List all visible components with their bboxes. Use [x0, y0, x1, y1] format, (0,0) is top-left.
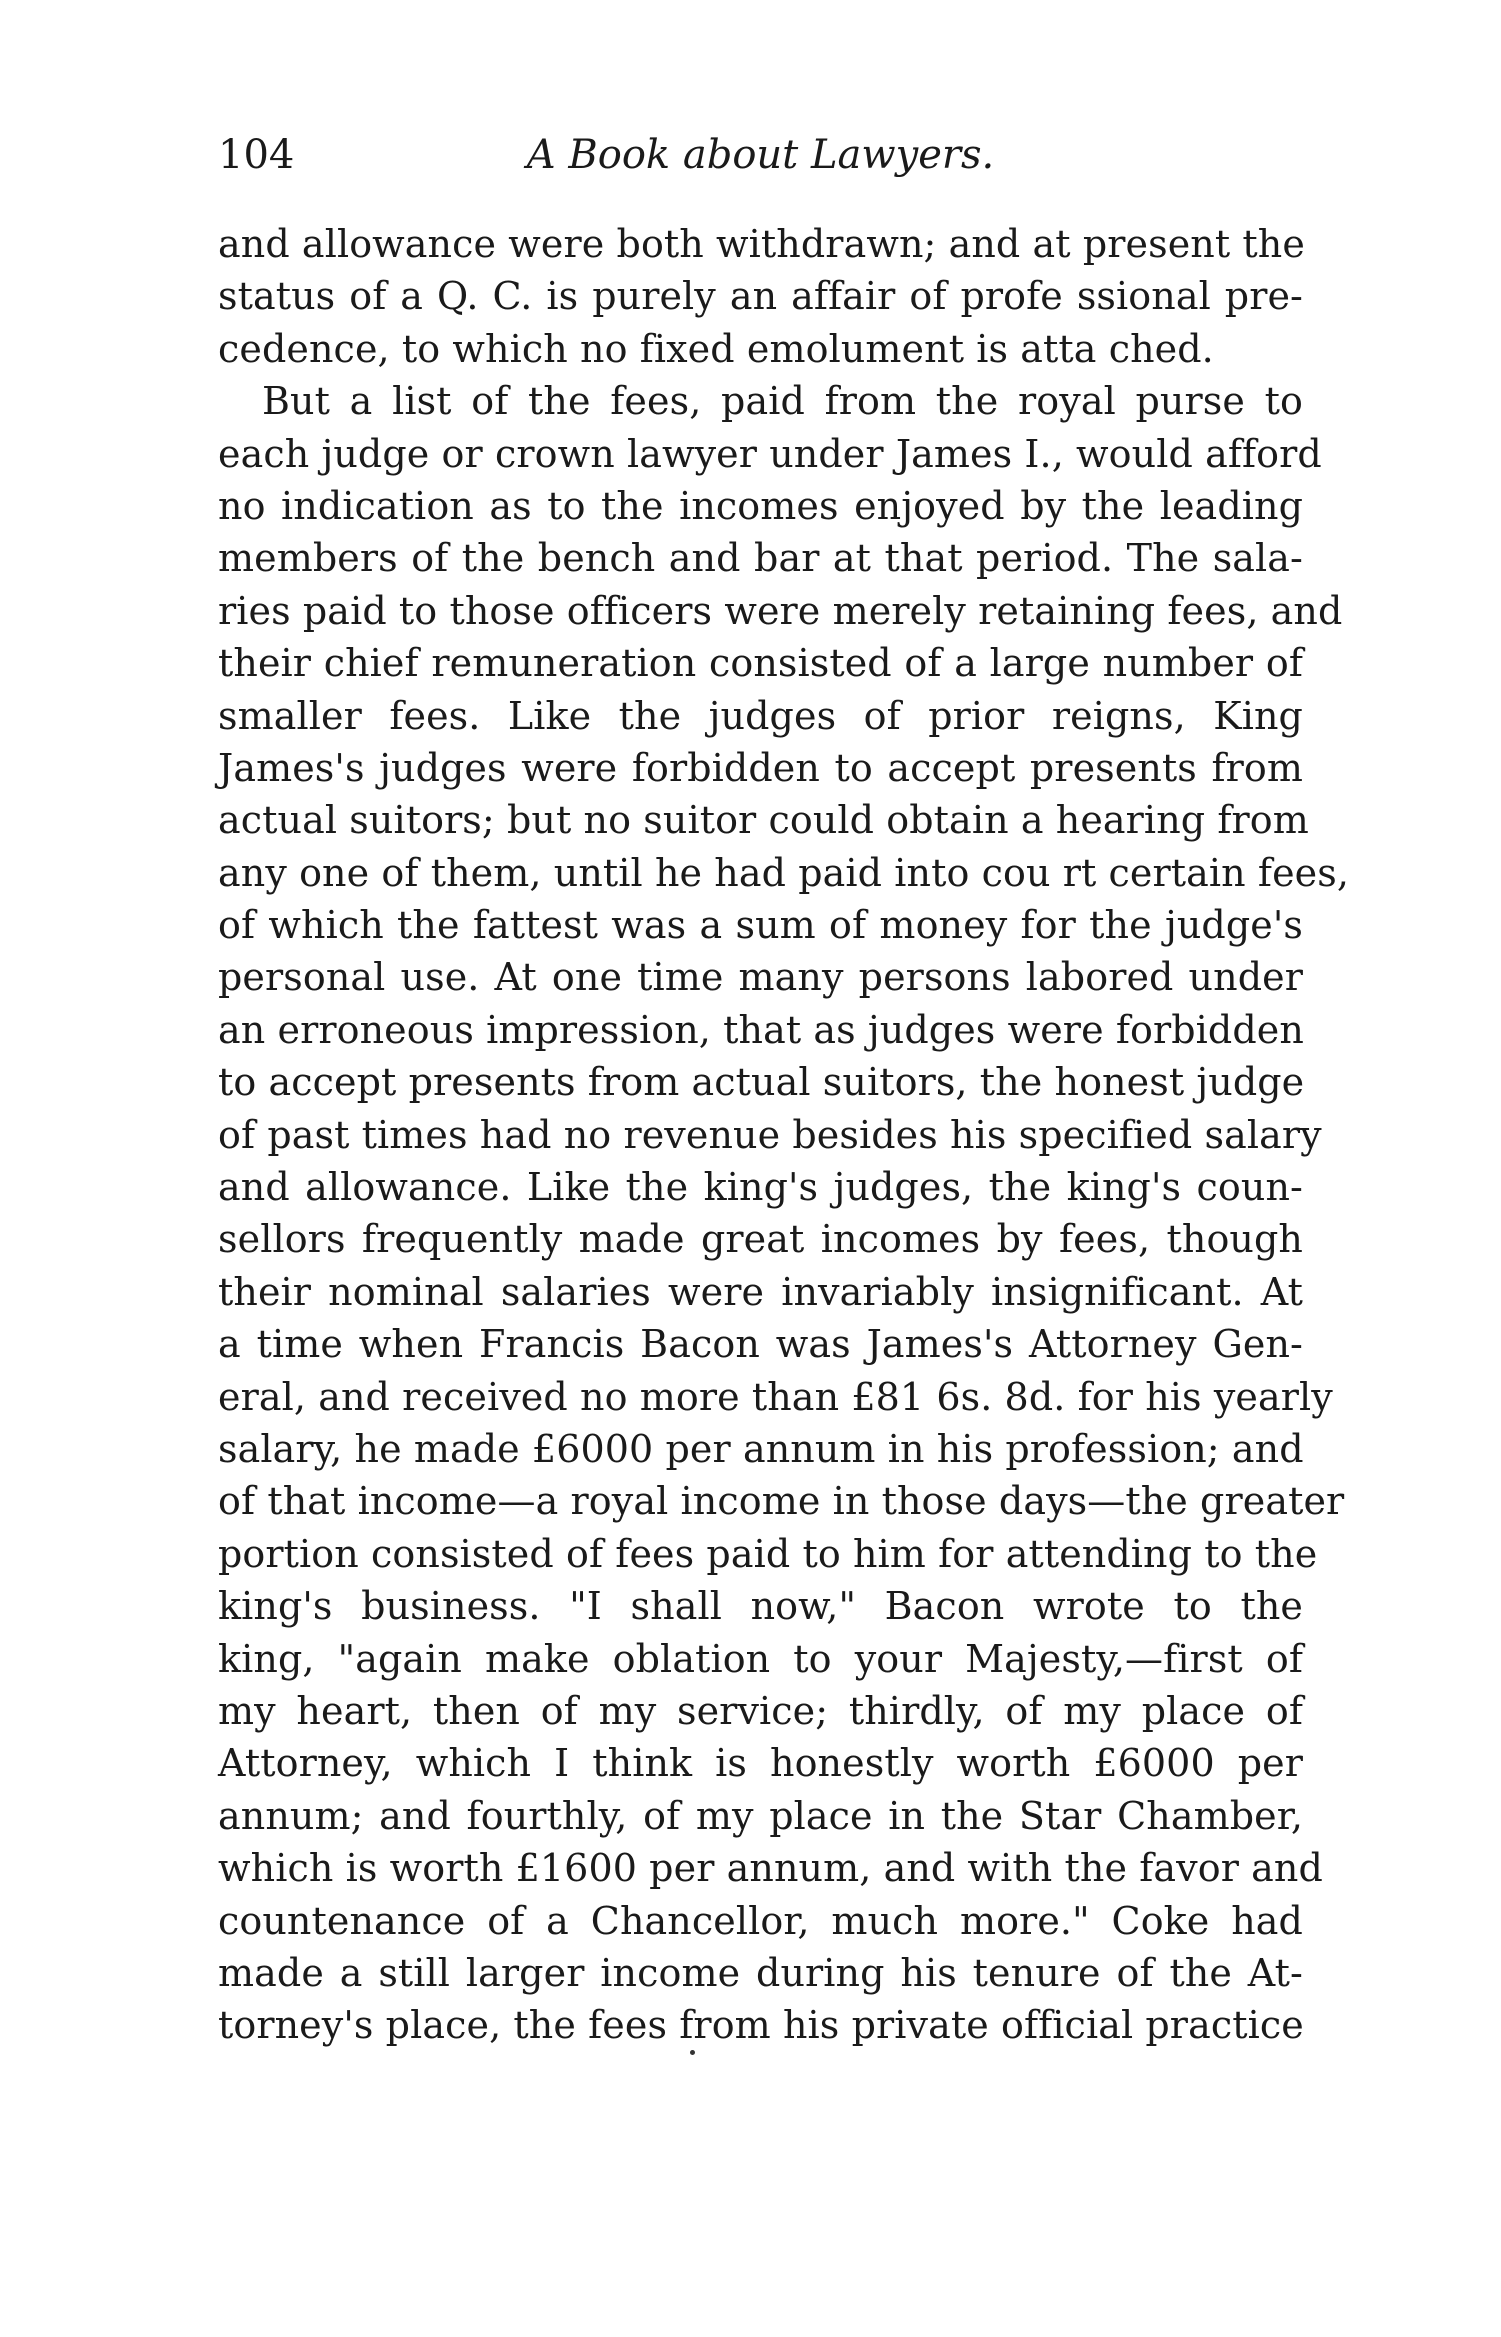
text-line: and allowance. Like the king's judges, the king's coun- — [218, 1165, 1303, 1210]
page-number: 104 — [218, 132, 295, 178]
ink-speck — [690, 2050, 695, 2055]
paragraph-1 — [218, 218, 1303, 375]
paragraph-2 — [218, 375, 1350, 2052]
text-line: a time when Francis Bacon was James's Attorney Gen- — [218, 1322, 1303, 1367]
text-line: of which the fattest was a sum of money for the judge's — [218, 903, 1303, 948]
text-line: to accept presents from actual suitors, the honest judge — [218, 1060, 1305, 1105]
text-line: personal use. At one time many persons labored under — [218, 955, 1303, 1000]
text-line: king's business. "I shall now," Bacon wrote to the — [218, 1584, 1303, 1629]
text-line: torney's place, the fees from his private official practice — [218, 2003, 1304, 2048]
text-line: But a list of the fees, paid from the royal purse to — [262, 379, 1303, 424]
text-line: James's judges were forbidden to accept presents from — [218, 745, 1303, 790]
text-line: king, "again make oblation to your Majesty,—first of — [218, 1636, 1303, 1681]
text-line: status of a Q. C. is purely an affair of profe ssional pre- — [218, 274, 1303, 319]
text-line: cedence, to which no fixed emolument is atta ched. — [218, 326, 1214, 371]
body-text — [218, 218, 1350, 2052]
text-line: countenance of a Chancellor, much more." Coke had — [218, 1898, 1303, 1943]
text-line: no indication as to the incomes enjoyed by the leading — [218, 483, 1303, 528]
text-line: members of the bench and bar at that period. The sala- — [218, 536, 1303, 581]
text-line: an erroneous impression, that as judges were forbidden — [218, 1007, 1304, 1052]
text-line: annum; and fourthly, of my place in the Star Chamber, — [218, 1793, 1303, 1838]
text-line: portion consisted of fees paid to him for attending to the — [218, 1531, 1318, 1576]
text-line: of that income—a royal income in those days—the greater — [218, 1479, 1345, 1524]
text-line: their nominal salaries were invariably insignificant. At — [218, 1269, 1303, 1314]
text-line: any one of them, until he had paid into cou rt certain fees, — [218, 850, 1350, 895]
text-line: actual suitors; but no suitor could obtain a hearing from — [218, 798, 1309, 843]
text-line: salary, he made £6000 per annum in his profession; and — [218, 1426, 1304, 1471]
text-line: each judge or crown lawyer under James I., would afford — [218, 431, 1322, 476]
running-title: A Book about Lawyers. — [526, 132, 995, 178]
text-line: smaller fees. Like the judges of prior reigns, King — [218, 693, 1303, 738]
text-line: ries paid to those officers were merely retaining fees, and — [218, 588, 1343, 633]
text-line: eral, and received no more than £81 6s. 8d. for his yearly — [218, 1374, 1333, 1419]
text-line: and allowance were both withdrawn; and at present the — [218, 222, 1305, 266]
text-line: their chief remuneration consisted of a large number of — [218, 641, 1303, 686]
text-line: my heart, then of my service; thirdly, of my place of — [218, 1688, 1303, 1733]
text-line: sellors frequently made great incomes by fees, though — [218, 1217, 1303, 1262]
text-line: which is worth £1600 per annum, and with the favor and — [218, 1846, 1323, 1891]
text-line: of past times had no revenue besides his specified salary — [218, 1112, 1322, 1157]
text-line: Attorney, which I think is honestly worth £6000 per — [218, 1741, 1303, 1786]
text-line: made a still larger income during his tenure of the At- — [218, 1950, 1303, 1995]
page-header — [218, 132, 1303, 192]
